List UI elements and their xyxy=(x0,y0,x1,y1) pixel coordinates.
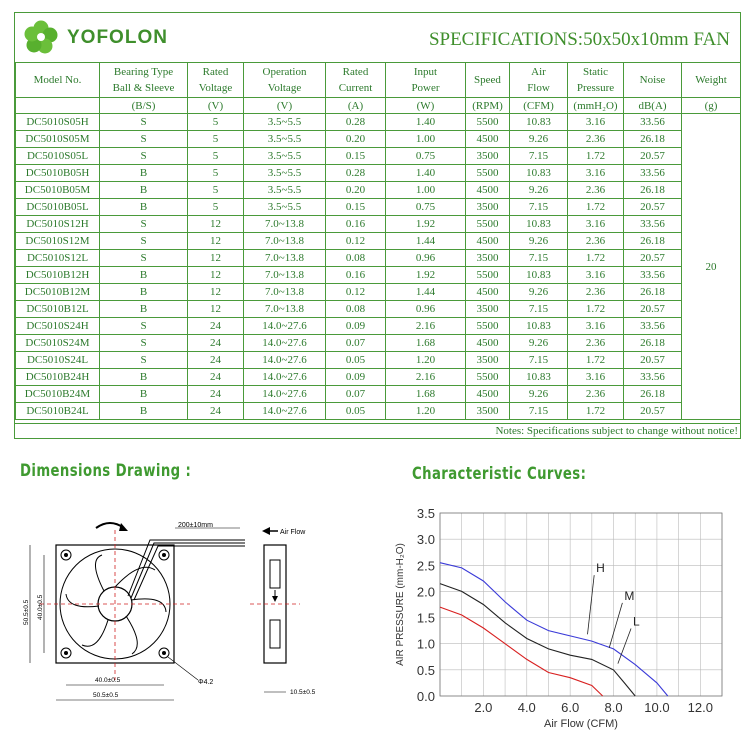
x-tick-label: 8.0 xyxy=(604,700,623,715)
table-cell: 0.09 xyxy=(326,318,386,335)
table-cell: 1.72 xyxy=(568,301,624,318)
table-cell: 5 xyxy=(188,165,244,182)
table-cell: B xyxy=(100,267,188,284)
col-header-line2: Ball & Sleeve xyxy=(112,82,175,94)
table-cell: 0.28 xyxy=(326,165,386,182)
table-cell: 7.0~13.8 xyxy=(244,284,326,301)
col-unit-6: (RPM) xyxy=(466,98,510,114)
svg-text:Air Flow: Air Flow xyxy=(280,529,306,536)
table-cell: 33.56 xyxy=(624,114,682,131)
table-cell: 0.09 xyxy=(326,369,386,386)
table-cell: 20.57 xyxy=(624,403,682,420)
series-leader-L xyxy=(618,628,631,663)
table-cell: 12 xyxy=(188,301,244,318)
table-cell: DC5010S12L xyxy=(16,250,100,267)
table-cell: 3500 xyxy=(466,250,510,267)
table-cell: 0.96 xyxy=(386,301,466,318)
col-unit-3: (V) xyxy=(244,98,326,114)
table-cell: 5500 xyxy=(466,267,510,284)
table-cell: 24 xyxy=(188,369,244,386)
col-header-0 xyxy=(16,63,100,98)
table-cell: DC5010S05L xyxy=(16,148,100,165)
table-cell: 1.92 xyxy=(386,216,466,233)
series-line-L xyxy=(440,607,603,696)
table-row xyxy=(16,182,741,199)
table-cell: 0.15 xyxy=(326,148,386,165)
table-cell: 26.18 xyxy=(624,335,682,352)
x-tick-label: 12.0 xyxy=(687,700,713,715)
table-cell: 2.36 xyxy=(568,335,624,352)
table-cell: 26.18 xyxy=(624,386,682,403)
dimensions-drawing xyxy=(0,505,330,710)
table-row xyxy=(16,250,741,267)
weight-cell: 20 xyxy=(682,114,741,420)
table-cell: 20.57 xyxy=(624,250,682,267)
table-cell: 14.0~27.6 xyxy=(244,335,326,352)
table-cell: 33.56 xyxy=(624,216,682,233)
table-cell: 5 xyxy=(188,148,244,165)
col-header-3 xyxy=(244,63,326,98)
col-header-line2: Current xyxy=(338,82,373,94)
table-cell: 7.15 xyxy=(510,199,568,216)
col-unit-9: dB(A) xyxy=(624,98,682,114)
table-cell: 1.72 xyxy=(568,250,624,267)
table-cell: 3.16 xyxy=(568,165,624,182)
table-cell: 0.07 xyxy=(326,335,386,352)
table-cell: DC5010B24M xyxy=(16,386,100,403)
table-row xyxy=(16,403,741,420)
x-tick-label: 6.0 xyxy=(561,700,580,715)
spec-header xyxy=(15,13,740,63)
table-cell: 10.83 xyxy=(510,369,568,386)
y-tick-label: 2.5 xyxy=(416,558,435,574)
table-cell: 7.0~13.8 xyxy=(244,250,326,267)
notes-text: Notes: Specifications subject to change without notice! xyxy=(15,423,740,438)
table-cell: 3.16 xyxy=(568,318,624,335)
table-cell: 0.20 xyxy=(326,131,386,148)
table-cell: 24 xyxy=(188,318,244,335)
table-cell: DC5010B24H xyxy=(16,369,100,386)
col-header-line1: Model No. xyxy=(33,74,82,86)
svg-text:Φ4.2: Φ4.2 xyxy=(198,679,214,686)
table-cell: S xyxy=(100,233,188,250)
table-cell: 7.0~13.8 xyxy=(244,267,326,284)
table-cell: 12 xyxy=(188,250,244,267)
series-label-L: L xyxy=(633,614,640,629)
table-cell: 7.0~13.8 xyxy=(244,216,326,233)
series-leader-M xyxy=(609,603,622,648)
col-header-line2: Pressure xyxy=(576,82,615,94)
table-cell: 14.0~27.6 xyxy=(244,403,326,420)
col-header-line2: Voltage xyxy=(267,82,302,94)
table-cell: 10.83 xyxy=(510,216,568,233)
col-header-line2: Voltage xyxy=(198,82,233,94)
table-cell: 1.44 xyxy=(386,284,466,301)
table-cell: 2.36 xyxy=(568,284,624,301)
table-cell: 1.68 xyxy=(386,335,466,352)
table-cell: DC5010B05M xyxy=(16,182,100,199)
col-unit-8: (mmH₂O) xyxy=(568,98,624,114)
y-axis-label: AIR PRESSURE (mm-H₂O) xyxy=(395,543,406,666)
table-cell: 4500 xyxy=(466,131,510,148)
col-header-line1: Rated xyxy=(342,66,369,78)
table-cell: 0.20 xyxy=(326,182,386,199)
table-cell: 0.16 xyxy=(326,216,386,233)
table-cell: S xyxy=(100,335,188,352)
table-cell: 3500 xyxy=(466,148,510,165)
col-header-line1: Speed xyxy=(474,74,501,86)
table-cell: 33.56 xyxy=(624,318,682,335)
plot-frame xyxy=(440,513,722,696)
table-cell: 20.57 xyxy=(624,148,682,165)
table-cell: 20.57 xyxy=(624,352,682,369)
table-cell: 3.5~5.5 xyxy=(244,114,326,131)
table-cell: 3.5~5.5 xyxy=(244,165,326,182)
table-cell: 5500 xyxy=(466,216,510,233)
table-row xyxy=(16,114,741,131)
brand-name: YOFOLON xyxy=(67,27,168,48)
table-row xyxy=(16,267,741,284)
series-line-M xyxy=(440,584,635,696)
table-row xyxy=(16,148,741,165)
col-header-8 xyxy=(568,63,624,98)
table-cell: 4500 xyxy=(466,335,510,352)
table-cell: 9.26 xyxy=(510,284,568,301)
table-cell: 1.00 xyxy=(386,131,466,148)
table-cell: 10.83 xyxy=(510,318,568,335)
table-cell: DC5010S24H xyxy=(16,318,100,335)
y-tick-label: 3.0 xyxy=(416,532,435,548)
table-cell: 20.57 xyxy=(624,301,682,318)
table-cell: 0.05 xyxy=(326,403,386,420)
series-leader-H xyxy=(588,575,595,634)
curves-title: Characteristic Curves: xyxy=(412,464,587,484)
x-tick-label: 2.0 xyxy=(474,700,493,715)
table-cell: 14.0~27.6 xyxy=(244,369,326,386)
table-cell: 5 xyxy=(188,114,244,131)
col-header-line1: Noise xyxy=(639,74,666,86)
table-cell: DC5010B12M xyxy=(16,284,100,301)
table-cell: S xyxy=(100,250,188,267)
y-tick-label: 1.0 xyxy=(416,636,435,652)
table-cell: DC5010S12H xyxy=(16,216,100,233)
table-row xyxy=(16,301,741,318)
col-header-5 xyxy=(386,63,466,98)
table-cell: 12 xyxy=(188,267,244,284)
table-cell: B xyxy=(100,199,188,216)
svg-text:50.5±0.5: 50.5±0.5 xyxy=(93,692,119,699)
table-row xyxy=(16,131,741,148)
col-unit-0 xyxy=(16,98,100,114)
table-cell: 33.56 xyxy=(624,267,682,284)
table-cell: S xyxy=(100,148,188,165)
x-axis-label: Air Flow (CFM) xyxy=(544,718,618,730)
table-row xyxy=(16,216,741,233)
table-cell: DC5010S12M xyxy=(16,233,100,250)
table-cell: 14.0~27.6 xyxy=(244,352,326,369)
col-header-line1: Static xyxy=(582,66,609,78)
clover-logo-icon xyxy=(23,19,59,55)
table-cell: 3500 xyxy=(466,301,510,318)
table-cell: DC5010B05L xyxy=(16,199,100,216)
table-cell: 7.15 xyxy=(510,403,568,420)
table-row xyxy=(16,386,741,403)
table-cell: 7.15 xyxy=(510,352,568,369)
table-cell: DC5010S24M xyxy=(16,335,100,352)
table-cell: 12 xyxy=(188,284,244,301)
table-cell: 4500 xyxy=(466,233,510,250)
col-unit-7: (CFM) xyxy=(510,98,568,114)
table-cell: B xyxy=(100,182,188,199)
table-cell: 2.16 xyxy=(386,369,466,386)
table-cell: 9.26 xyxy=(510,182,568,199)
table-cell: B xyxy=(100,403,188,420)
table-cell: 3.16 xyxy=(568,369,624,386)
col-header-line1: Rated xyxy=(202,66,229,78)
x-tick-label: 10.0 xyxy=(644,700,670,715)
table-cell: 24 xyxy=(188,386,244,403)
table-cell: 24 xyxy=(188,335,244,352)
table-cell: 1.72 xyxy=(568,352,624,369)
spec-title: SPECIFICATIONS:50x50x10mm FAN xyxy=(428,29,730,50)
table-cell: DC5010B12H xyxy=(16,267,100,284)
table-cell: 1.20 xyxy=(386,403,466,420)
table-cell: 3.16 xyxy=(568,216,624,233)
col-header-1 xyxy=(100,63,188,98)
table-cell: 9.26 xyxy=(510,131,568,148)
table-cell: 3.5~5.5 xyxy=(244,148,326,165)
table-cell: 10.83 xyxy=(510,114,568,131)
table-row xyxy=(16,352,741,369)
table-cell: 3500 xyxy=(466,199,510,216)
table-cell: 12 xyxy=(188,216,244,233)
table-cell: S xyxy=(100,318,188,335)
table-cell: 3.5~5.5 xyxy=(244,131,326,148)
table-cell: 0.75 xyxy=(386,148,466,165)
table-cell: 10.83 xyxy=(510,165,568,182)
table-cell: 7.0~13.8 xyxy=(244,301,326,318)
x-tick-label: 4.0 xyxy=(517,700,536,715)
table-cell: B xyxy=(100,369,188,386)
col-header-line2: Power xyxy=(411,82,440,94)
table-cell: 0.75 xyxy=(386,199,466,216)
table-cell: B xyxy=(100,301,188,318)
dimensions-title: Dimensions Drawing : xyxy=(20,461,192,481)
table-cell: 0.16 xyxy=(326,267,386,284)
table-cell: 7.0~13.8 xyxy=(244,233,326,250)
table-cell: 12 xyxy=(188,233,244,250)
table-cell: 1.40 xyxy=(386,114,466,131)
table-cell: 5 xyxy=(188,182,244,199)
table-cell: B xyxy=(100,284,188,301)
table-cell: DC5010B12L xyxy=(16,301,100,318)
table-cell: 5500 xyxy=(466,318,510,335)
table-cell: 5 xyxy=(188,199,244,216)
table-cell: 20.57 xyxy=(624,199,682,216)
col-header-line1: Weight xyxy=(695,74,727,86)
table-cell: 7.15 xyxy=(510,250,568,267)
table-cell: 1.44 xyxy=(386,233,466,250)
table-cell: 26.18 xyxy=(624,131,682,148)
table-cell: DC5010B05H xyxy=(16,165,100,182)
table-cell: 26.18 xyxy=(624,182,682,199)
table-cell: 0.15 xyxy=(326,199,386,216)
svg-text:50.5±0.5: 50.5±0.5 xyxy=(23,599,30,625)
table-cell: 7.15 xyxy=(510,148,568,165)
table-cell: 3.5~5.5 xyxy=(244,182,326,199)
series-label-H: H xyxy=(596,561,605,576)
table-cell: 3.16 xyxy=(568,114,624,131)
table-cell: 14.0~27.6 xyxy=(244,386,326,403)
table-cell: S xyxy=(100,216,188,233)
table-cell: 1.72 xyxy=(568,403,624,420)
table-cell: 3.16 xyxy=(568,267,624,284)
characteristic-curve-chart xyxy=(390,500,745,745)
col-unit-1: (B/S) xyxy=(100,98,188,114)
table-row xyxy=(16,318,741,335)
table-cell: 9.26 xyxy=(510,335,568,352)
table-cell: 1.00 xyxy=(386,182,466,199)
series-label-M: M xyxy=(624,588,635,603)
table-cell: 4500 xyxy=(466,284,510,301)
spec-sheet-frame xyxy=(14,12,741,439)
table-cell: 2.16 xyxy=(386,318,466,335)
table-cell: 7.15 xyxy=(510,301,568,318)
table-cell: 2.36 xyxy=(568,131,624,148)
table-cell: 0.08 xyxy=(326,250,386,267)
col-header-line1: Operation xyxy=(262,66,307,78)
table-cell: 1.72 xyxy=(568,148,624,165)
table-cell: 2.36 xyxy=(568,386,624,403)
table-cell: 3.5~5.5 xyxy=(244,199,326,216)
col-header-2 xyxy=(188,63,244,98)
table-cell: 1.68 xyxy=(386,386,466,403)
col-unit-5: (W) xyxy=(386,98,466,114)
table-cell: 0.28 xyxy=(326,114,386,131)
table-cell: 5 xyxy=(188,131,244,148)
table-cell: 4500 xyxy=(466,386,510,403)
y-tick-label: 2.0 xyxy=(416,584,435,600)
col-header-6 xyxy=(466,63,510,98)
series-line-H xyxy=(440,563,668,696)
table-cell: 0.12 xyxy=(326,284,386,301)
table-cell: 9.26 xyxy=(510,386,568,403)
table-cell: 33.56 xyxy=(624,369,682,386)
table-cell: 0.08 xyxy=(326,301,386,318)
table-cell: 0.05 xyxy=(326,352,386,369)
table-cell: 5500 xyxy=(466,369,510,386)
y-tick-label: 0.5 xyxy=(416,662,435,678)
table-cell: 3500 xyxy=(466,403,510,420)
col-header-line1: Input xyxy=(413,66,438,78)
col-header-line1: Bearing Type xyxy=(113,66,174,78)
table-cell: 2.36 xyxy=(568,182,624,199)
col-unit-4: (A) xyxy=(326,98,386,114)
svg-text:200±10mm: 200±10mm xyxy=(178,522,213,529)
col-header-10 xyxy=(682,63,741,98)
table-cell: B xyxy=(100,165,188,182)
table-cell: 24 xyxy=(188,403,244,420)
air-flow-arrow-icon xyxy=(262,527,270,535)
table-cell: DC5010S05H xyxy=(16,114,100,131)
table-row xyxy=(16,199,741,216)
table-cell: 3500 xyxy=(466,352,510,369)
table-cell: 10.83 xyxy=(510,267,568,284)
table-cell: DC5010S05M xyxy=(16,131,100,148)
table-row xyxy=(16,284,741,301)
table-cell: 4500 xyxy=(466,182,510,199)
table-cell: 5500 xyxy=(466,114,510,131)
table-cell: 1.20 xyxy=(386,352,466,369)
table-cell: 0.12 xyxy=(326,233,386,250)
table-row xyxy=(16,335,741,352)
table-cell: DC5010B24L xyxy=(16,403,100,420)
table-row xyxy=(16,369,741,386)
y-tick-label: 3.5 xyxy=(416,506,435,521)
spec-table xyxy=(15,62,741,420)
col-unit-10: (g) xyxy=(682,98,741,114)
svg-text:10.5±0.5: 10.5±0.5 xyxy=(290,689,316,696)
col-header-line1: Air xyxy=(531,66,546,78)
table-cell: 2.36 xyxy=(568,233,624,250)
table-cell: 5500 xyxy=(466,165,510,182)
col-header-7 xyxy=(510,63,568,98)
y-tick-label: 0.0 xyxy=(416,689,435,704)
table-cell: 33.56 xyxy=(624,165,682,182)
table-row xyxy=(16,165,741,182)
table-cell: 1.40 xyxy=(386,165,466,182)
table-cell: 1.92 xyxy=(386,267,466,284)
table-cell: 0.96 xyxy=(386,250,466,267)
col-unit-2: (V) xyxy=(188,98,244,114)
table-cell: 26.18 xyxy=(624,233,682,250)
table-row xyxy=(16,233,741,250)
table-cell: S xyxy=(100,352,188,369)
table-cell: S xyxy=(100,131,188,148)
table-cell: 24 xyxy=(188,352,244,369)
col-header-line2: Flow xyxy=(527,82,550,94)
table-cell: S xyxy=(100,114,188,131)
y-tick-label: 1.5 xyxy=(416,610,435,626)
col-header-9 xyxy=(624,63,682,98)
table-cell: 1.72 xyxy=(568,199,624,216)
table-cell: 14.0~27.6 xyxy=(244,318,326,335)
table-cell: 0.07 xyxy=(326,386,386,403)
table-cell: 26.18 xyxy=(624,284,682,301)
col-header-4 xyxy=(326,63,386,98)
table-cell: DC5010S24L xyxy=(16,352,100,369)
rotation-arrow-icon xyxy=(96,523,124,528)
table-cell: B xyxy=(100,386,188,403)
svg-text:40.0±0.5: 40.0±0.5 xyxy=(95,677,121,684)
svg-text:40.0±0.5: 40.0±0.5 xyxy=(37,594,44,620)
table-cell: 9.26 xyxy=(510,233,568,250)
